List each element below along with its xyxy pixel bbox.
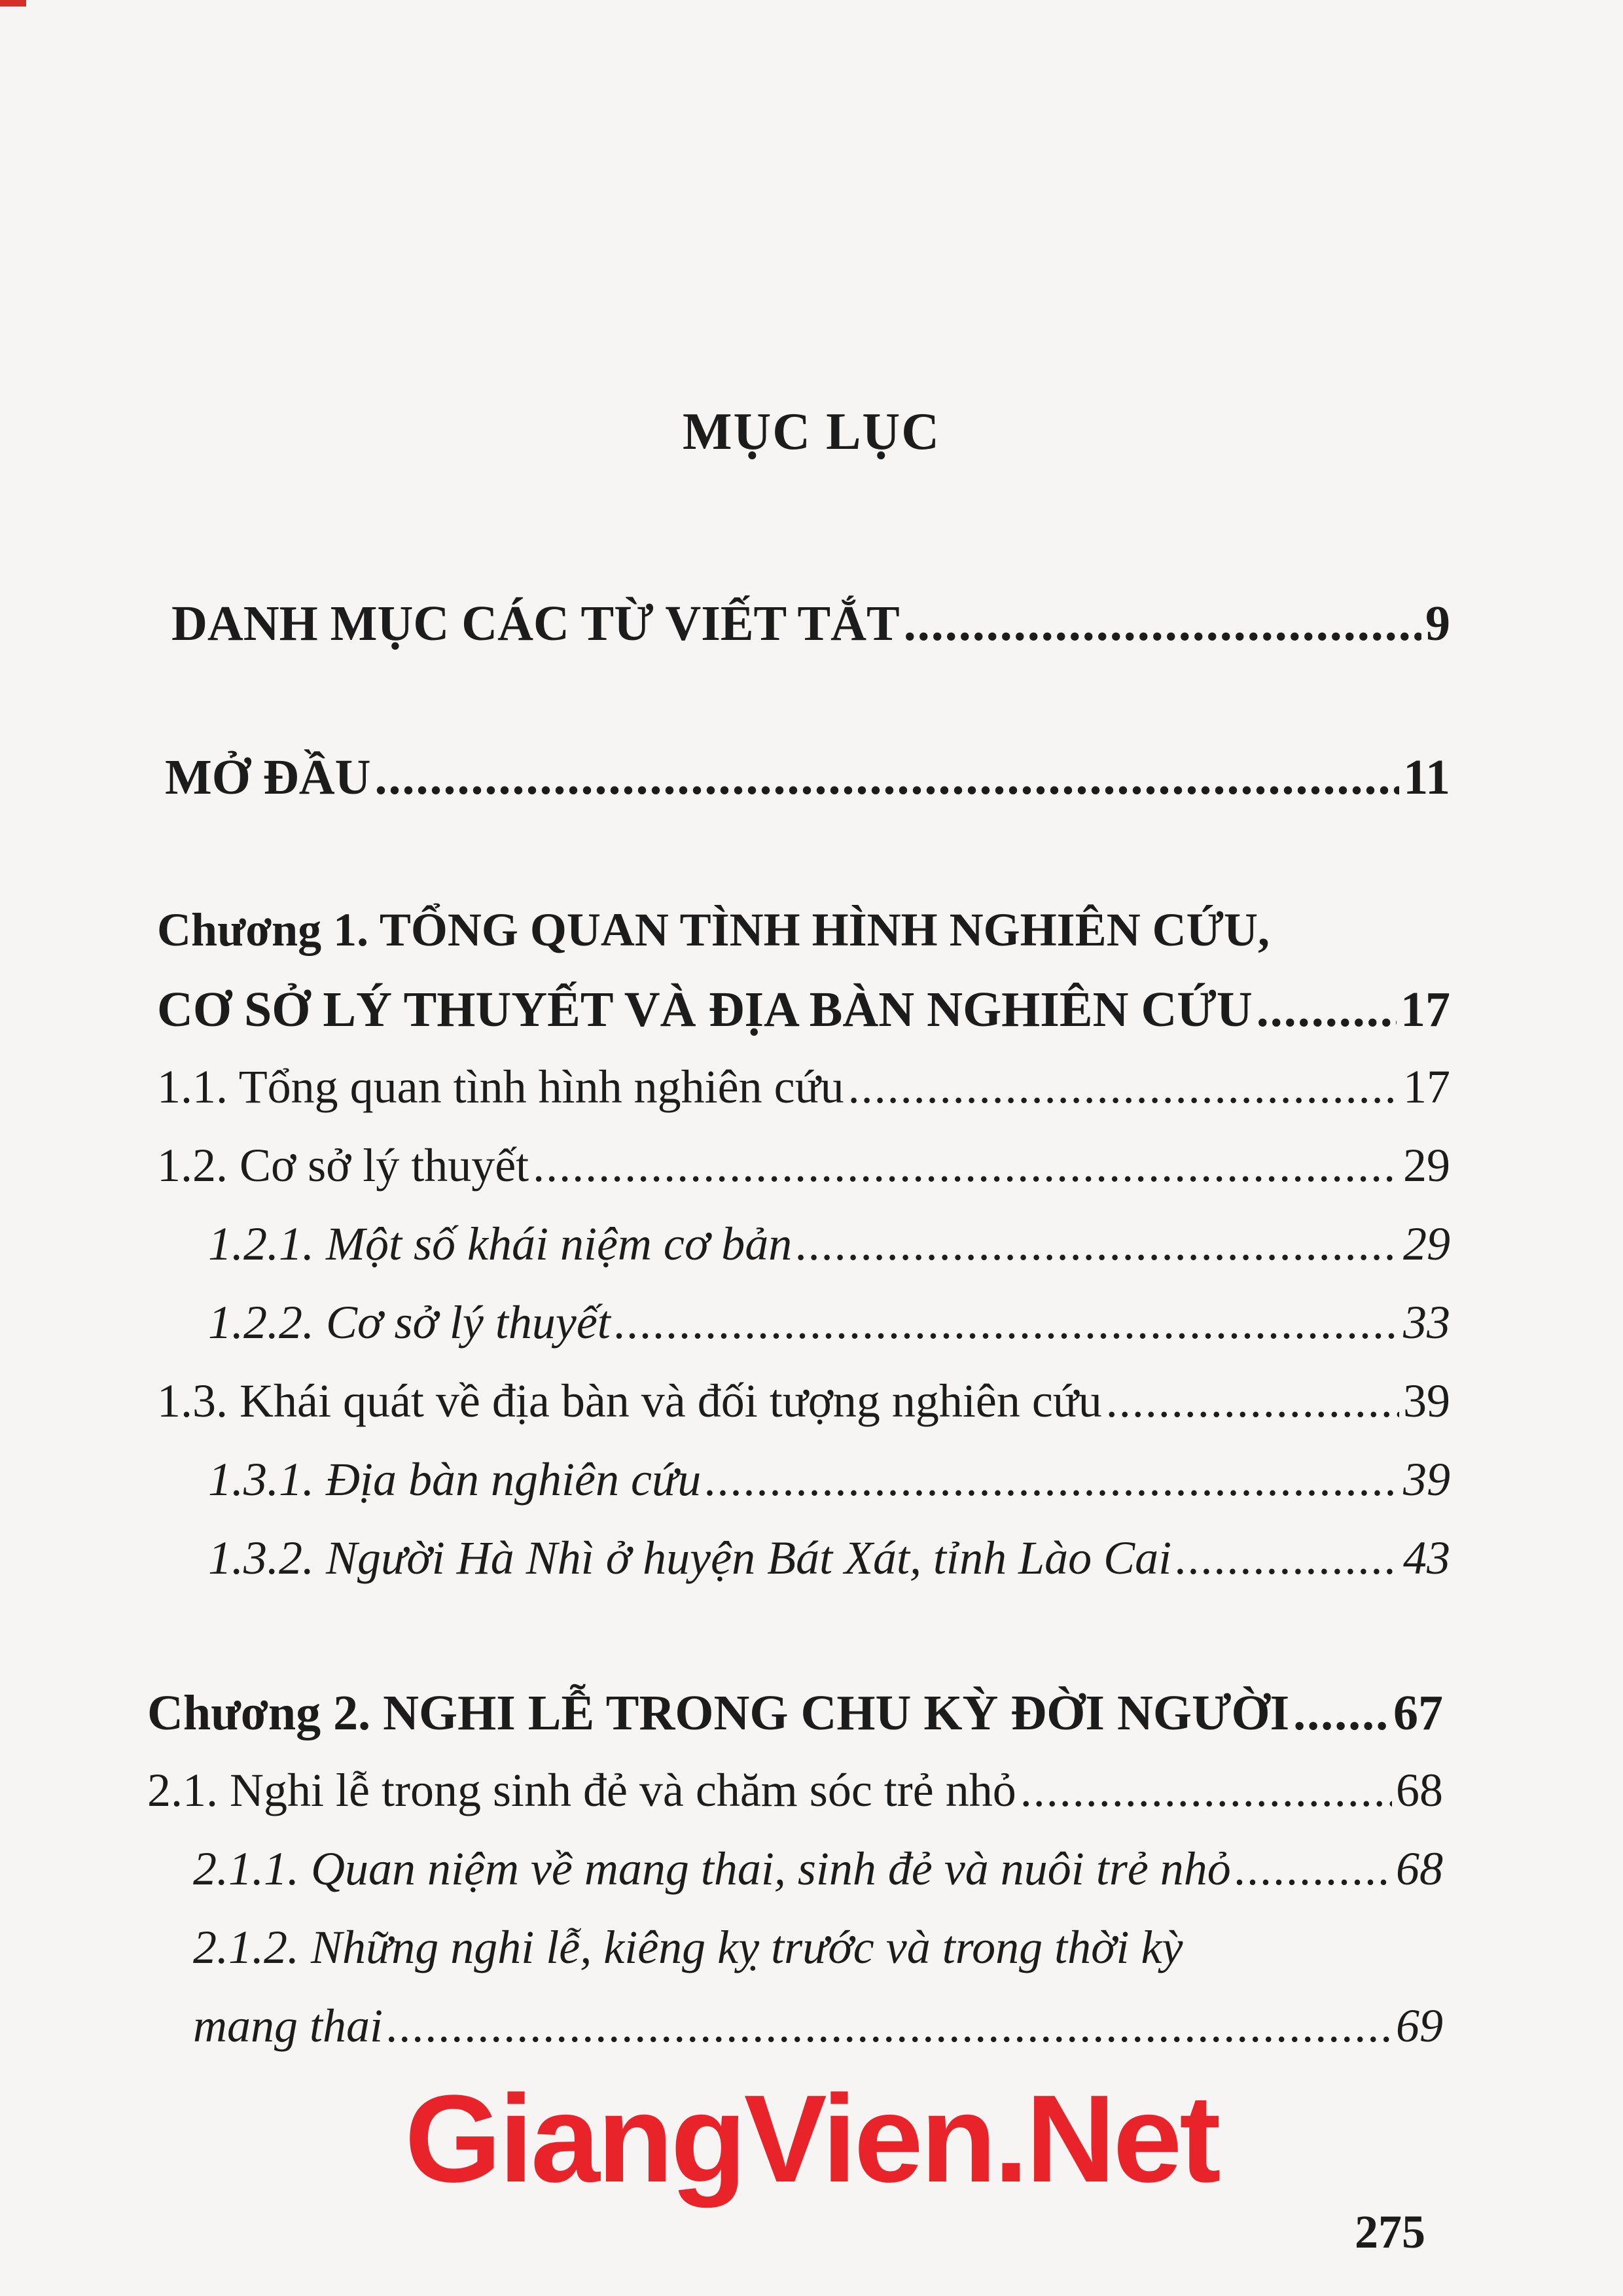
- toc-entry-page: 39: [1403, 1375, 1450, 1427]
- toc-entry-title: 1.2.2. Cơ sở lý thuyết: [208, 1296, 611, 1349]
- toc-entry-2-1-2[interactable]: [193, 2000, 1443, 2052]
- toc-entry-abbreviations[interactable]: [171, 596, 1450, 651]
- toc-entry-1-2-2[interactable]: [208, 1296, 1450, 1349]
- dot-leader: [375, 752, 1400, 802]
- dot-leader: [705, 1456, 1399, 1503]
- toc-entry-title: 2.1.1. Quan niệm về mang thai, sinh đẻ và nuôi trẻ nhỏ: [193, 1843, 1231, 1895]
- toc-entry-page: 68: [1396, 1764, 1443, 1816]
- toc-entry-title: DANH MỤC CÁC TỪ VIẾT TẮT: [171, 596, 900, 651]
- toc-entry-page: 11: [1403, 750, 1450, 805]
- toc-entry-page: 39: [1403, 1453, 1450, 1506]
- toc-entry-page: 29: [1403, 1139, 1450, 1192]
- toc-entry-title: 2.1. Nghi lễ trong sinh đẻ và chăm sóc trẻ nhỏ: [147, 1764, 1016, 1816]
- toc-entry-page: 68: [1396, 1843, 1443, 1895]
- toc-entry-title: 1.3. Khái quát về địa bàn và đối tượng nghiên cứu: [157, 1375, 1102, 1427]
- dot-leader: [1257, 985, 1397, 1034]
- toc-entry-title: CƠ SỞ LÝ THUYẾT VÀ ĐỊA BÀN NGHIÊN CỨU: [157, 982, 1253, 1037]
- toc-entry-page: 69: [1396, 2000, 1443, 2052]
- dot-leader: [848, 1063, 1399, 1110]
- dot-leader: [615, 1299, 1399, 1346]
- toc-entry-2-1-2-line1: 2.1.2. Những nghi lễ, kiêng kỵ trước và trong thời kỳ: [193, 1921, 1183, 1973]
- toc-entry-2-1-1[interactable]: [193, 1843, 1443, 1895]
- toc-entry-title: 1.2. Cơ sở lý thuyết: [157, 1139, 529, 1192]
- toc-entry-page: 29: [1403, 1218, 1450, 1270]
- dot-leader: [904, 599, 1421, 648]
- toc-entry-chapter1-line1: Chương 1. TỔNG QUAN TÌNH HÌNH NGHIÊN CỨU,: [157, 904, 1270, 956]
- dot-leader: [1020, 1767, 1392, 1814]
- toc-entry-title: 1.2.1. Một số khái niệm cơ bản: [208, 1218, 793, 1270]
- page-number: 275: [1355, 2206, 1425, 2258]
- toc-entry-1-2[interactable]: [157, 1139, 1450, 1192]
- toc-entry-1-2-1[interactable]: [208, 1218, 1450, 1270]
- dot-leader: [1175, 1534, 1399, 1581]
- toc-entry-page: 67: [1393, 1686, 1443, 1740]
- corner-mark: [0, 0, 26, 7]
- toc-entry-chapter2[interactable]: [147, 1688, 1443, 1738]
- toc-entry-1-3-2[interactable]: [208, 1532, 1450, 1584]
- toc-entry-chapter1[interactable]: [157, 982, 1450, 1037]
- toc-entry-1-3[interactable]: [157, 1375, 1450, 1427]
- toc-entry-page: 9: [1425, 596, 1450, 651]
- toc-entry-page: 17: [1400, 982, 1450, 1037]
- dot-leader: [796, 1220, 1399, 1267]
- dot-leader: [1106, 1377, 1399, 1424]
- page-title: MỤC LỤC: [683, 403, 940, 461]
- toc-entry-1-3-1[interactable]: [208, 1453, 1450, 1506]
- toc-entry-1-1[interactable]: [157, 1061, 1450, 1113]
- toc-entry-page: 33: [1403, 1296, 1450, 1349]
- toc-entry-introduction[interactable]: [165, 750, 1450, 805]
- toc-entry-title: mang thai: [193, 2000, 383, 2052]
- toc-entry-title: 1.1. Tổng quan tình hình nghiên cứu: [157, 1061, 844, 1113]
- watermark-logo: GiangVien.Net: [404, 2070, 1219, 2208]
- dot-leader: [533, 1142, 1399, 1189]
- toc-entry-page: 17: [1403, 1061, 1450, 1113]
- dot-leader: [387, 2002, 1392, 2049]
- toc-entry-title: 1.3.2. Người Hà Nhì ở huyện Bát Xát, tỉnh Lào Cai: [208, 1532, 1172, 1584]
- dot-leader: [1235, 1845, 1392, 1892]
- toc-entry-title: MỞ ĐẦU: [165, 750, 371, 805]
- toc-entry-title: 1.3.1. Địa bàn nghiên cứu: [208, 1453, 702, 1506]
- toc-entry-title: Chương 2. NGHI LỄ TRONG CHU KỲ ĐỜI NGƯỜI: [147, 1686, 1290, 1740]
- toc-entry-page: 43: [1403, 1532, 1450, 1584]
- toc-entry-2-1[interactable]: [147, 1764, 1443, 1816]
- dot-leader: [1293, 1688, 1389, 1738]
